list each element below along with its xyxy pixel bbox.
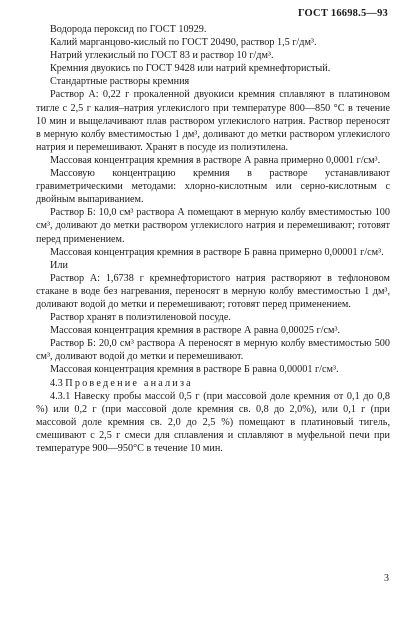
reagent-line-sodium-carbonate: Натрий углекислый по ГОСТ 83 и раствор 10 г/дм³. [50, 50, 274, 62]
reagent-line-potassium-permanganate: Калий марганцово-кислый по ГОСТ 20490, раствор 1,5 г/дм³. [50, 37, 317, 49]
section-subheading-standard-solutions: Стандартные растворы кремния [50, 76, 190, 88]
section-title: Проведение анализа [65, 377, 193, 389]
reagent-line-silicon-dioxide: Кремния двуокись по ГОСТ 9428 или натрий кремнефтористый. [50, 63, 331, 75]
solution-a-concentration: Массовая концентрация кремния в растворе А равна примерно 0,0001 г/см³. [50, 154, 381, 166]
alt-solution-a-preparation: Раствор А: 1,6738 г кремнефтористого натрия растворяют в тефлоновом стакане в воде без нагревания, переносят в мерную колбу вместимостью 1 дм³, доливают водой до метки и перемешивают; готовят перед применением. [36, 272, 390, 310]
page-number: 3 [384, 573, 389, 584]
alt-solution-b-concentration: Массовая концентрация кремния в растворе Б равна 0,00001 г/см³. [50, 364, 339, 376]
solution-b-concentration: Массовая концентрация кремния в растворе Б равна примерно 0,00001 г/см³. [50, 246, 384, 258]
document-body [36, 22, 390, 455]
solution-a-preparation: Раствор А: 0,22 г прокаленной двуокиси кремния сплавляют в платиновом тигле с 2,5 г калия–натрия углекислого при температуре 800—850 °С в течение 10 мин и выщелачивают плав раствором углекислого натрия. Раствор переносят в мерную колбу вместимостью 1 дм³, доливают до метки раствором углекислого натрия и перемешивают. Хранят в посуде из полиэтилена. [36, 89, 390, 153]
concentration-determination-note: Массовую концентрацию кремния в растворе устанавливают гравиметрическими методами: хлорно-кислотным или серно-кислотным с двойным выпариванием. [36, 168, 390, 206]
alt-solution-b-preparation: Раствор Б: 20,0 см³ раствора А переносят в мерную колбу вместимостью 500 см³, доливают водой до метки и перемешивают. [36, 338, 390, 363]
section-heading-analysis [36, 377, 390, 390]
alt-solution-a-concentration: Массовая концентрация кремния в растворе А равна 0,00025 г/см³. [50, 325, 341, 337]
procedure-step-4-3-1: 4.3.1 Навеску пробы массой 0,5 г (при массовой доле кремния от 0,1 до 0,8 %) или 0,2 г (при массовой доле кремния св. 0,8 до 2,0%), или 0,1 г (при массовой доле кремния св. 2,0 до 2,5 %) помещают в платиновый тигель, смешивают с 2,5 г смеси для сплавления и сплавляют в муфельной печи при температуре 900—950°С в течение 10 мин. [36, 390, 390, 454]
standard-header: ГОСТ 16698.5—93 [297, 8, 388, 19]
section-number: 4.3 [50, 377, 63, 389]
solution-b-preparation: Раствор Б: 10,0 см³ раствора А помещают в мерную колбу вместимостью 100 см³, доливают до метки раствором углекислого натрия и перемешивают; готовят перед применением. [36, 207, 390, 245]
alternative-marker: Или [50, 259, 68, 271]
reagent-line-hydrogen-peroxide: Водорода пероксид по ГОСТ 10929. [50, 24, 207, 35]
storage-note: Раствор хранят в полиэтиленовой посуде. [50, 312, 231, 324]
